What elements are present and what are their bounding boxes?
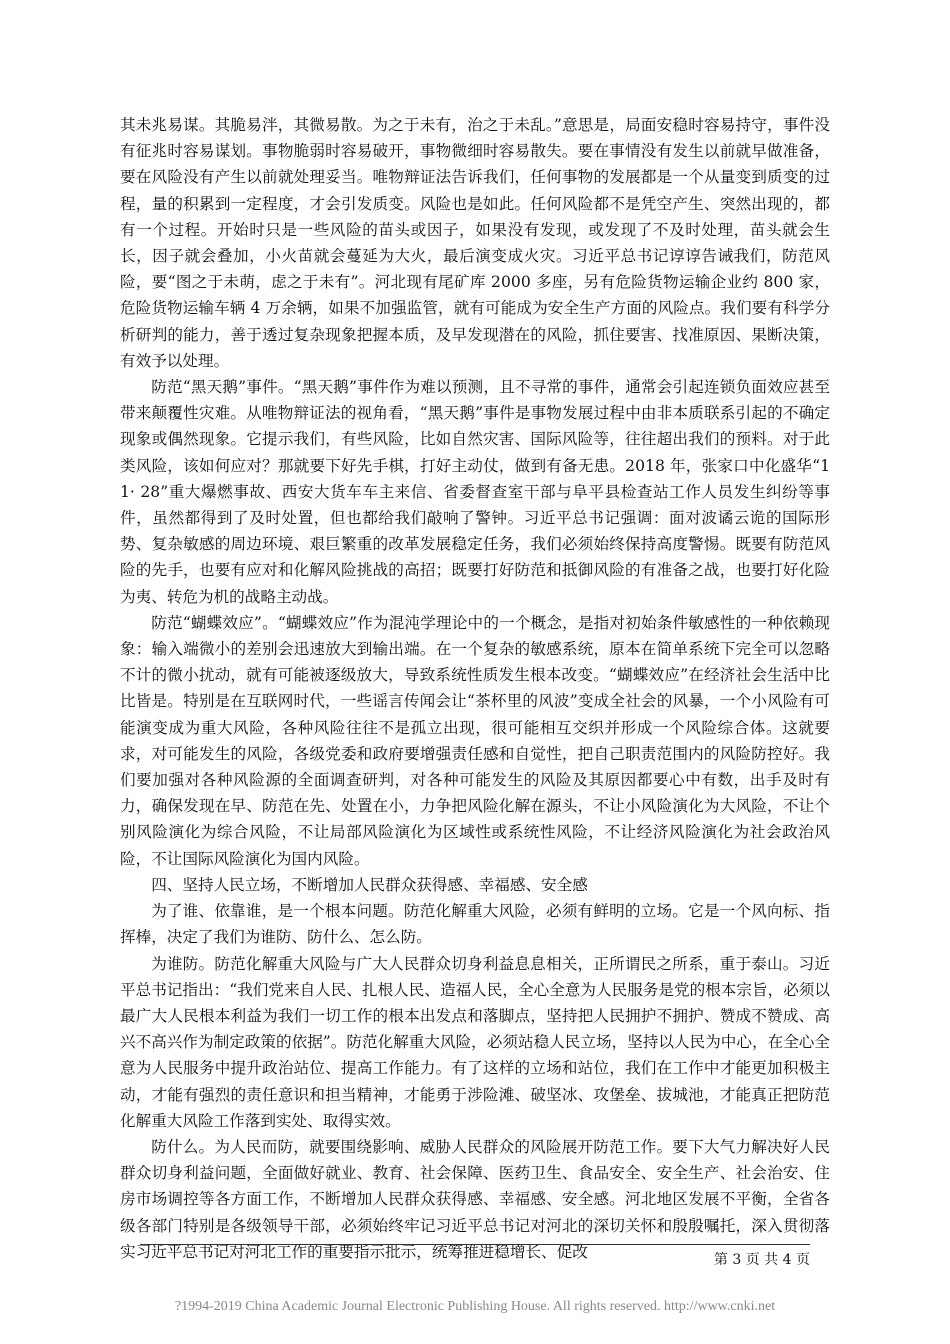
- paragraph-7: 防什么。为人民而防，就要围绕影响、威胁人民群众的风险展开防范工作。要下大气力解决好人民群众切身利益问题，全面做好就业、教育、社会保障、医药卫生、食品安全、安全生产、社会治安、住房市场调控等各方面工作，不断增加人民群众获得感、幸福感、安全感。河北地区发展不平衡，全省各级各部门特别是各级领导干部，必须始终牢记习近平总书记对河北的深切关怀和殷殷嘱托，深入贯彻落实习近平总书记对河北工作的重要指示批示，统筹推进稳增长、促改: [120, 1137, 830, 1261]
- paragraph-2: 防范“黑天鹅”事件。“黑天鹅”事件作为难以预测，且不寻常的事件，通常会引起连锁负面效应甚至带来颠覆性灾难。从唯物辩证法的视角看，“黑天鹅”事件是事物发展过程中由非本质联系引起的不确定现象或偶然现象。它提示我们，有些风险，比如自然灾害、国际风险等，往往超出我们的预料。对于此类风险，该如何应对？那就要下好先手棋，打好主动仗，做到有备无患。2018 年，张家口中化盛华“11· 28”重大爆燃事故、西安大货车车主来信、省委督查室干部与阜平县检查站工作人员发生纠纷等事件，虽然都得到了及时处置，但也都给我们敲响了警钟。习近平总书记强调：面对波谲云诡的国际形势、复杂敏感的周边环境、艰巨繁重的改革发展稳定任务，我们必须始终保持高度警惕。既要有防范风险的先手，也要有应对和化解风险挑战的高招；既要打好防范和抵御风险的有准备之战，也要打好化险为夷、转危为机的战略主动战。: [120, 378, 830, 606]
- copyright-notice: ?1994-2019 China Academic Journal Electronic Publishing House. All rights reserved. http://www.cnki.net: [174, 1299, 776, 1314]
- paragraph-6: 为谁防。防范化解重大风险与广大人民群众切身利益息息相关，正所谓民之所系，重于泰山。习近平总书记指出：“我们党来自人民、扎根人民、造福人民，全心全意为人民服务是党的根本宗旨，必须以最广大人民根本利益为我们一切工作的根本出发点和落脚点，坚持把人民拥护不拥护、赞成不赞成、高兴不高兴作为制定政策的依据”。防范化解重大风险，必须站稳人民立场，坚持以人民为中心，在全心全意为人民服务中提升政治站位、提高工作能力。有了这样的立场和站位，我们在工作中才能更加积极主动，才能有强烈的责任意识和担当精神，才能勇于涉险滩、破坚冰、攻堡垒、拔城池，才能真正把防范化解重大风险工作落到实处、取得实效。: [120, 954, 830, 1130]
- section-heading: 四、坚持人民立场，不断增加人民群众获得感、幸福感、安全感: [151, 875, 588, 894]
- page-body: [120, 112, 830, 1265]
- paragraph-3: 防范“蝴蝶效应”。“蝴蝶效应”作为混沌学理论中的一个概念，是指对初始条件敏感性的一种依赖现象：输入端微小的差别会迅速放大到输出端。在一个复杂的敏感系统，原本在简单系统下完全可以忽略不计的微小扰动，就有可能被逐级放大，导致系统性质发生根本改变。“蝴蝶效应”在经济社会生活中比比皆是。特别是在互联网时代，一些谣言传闻会让“茶杯里的风波”变成全社会的风暴，一个小风险有可能演变成为重大风险，各种风险往往不是孤立出现，很可能相互交织并形成一个风险综合体。这就要求，对可能发生的风险，各级党委和政府要增强责任感和自觉性，把自己职责范围内的风险防控好。我们要加强对各种风险源的全面调查研判，对各种可能发生的风险及其原因都要心中有数，出手及时有力，确保发现在早、防范在先、处置在小，力争把风险化解在源头，不让小风险演化为大风险，不让个别风险演化为综合风险，不让局部风险演化为区域性或系统性风险，不让经济风险演化为社会政治风险，不让国际风险演化为国内风险。: [120, 613, 830, 868]
- page-number: 第 3 页 共 4 页: [713, 1252, 810, 1268]
- paragraph-1: 其未兆易谋。其脆易泮，其微易散。为之于未有，治之于未乱。”意思是，局面安稳时容易持守，事件没有征兆时容易谋划。事物脆弱时容易破开，事物微细时容易散失。要在事情没有发生以前就早做准备，要在风险没有产生以前就处理妥当。唯物辩证法告诉我们，任何事物的发展都是一个从量变到质变的过程，量的积累到一定程度，才会引发质变。风险也是如此。任何风险都不是凭空产生、突然出现的，都有一个过程。开始时只是一些风险的苗头或因子，如果没有发现，或发现了不及时处理，苗头就会生长，因子就会叠加，小火苗就会蔓延为大火，最后演变成火灾。习近平总书记谆谆告诫我们，防范风险，要“图之于未萌，虑之于未有”。河北现有尾矿库 2000 多座，另有危险货物运输企业约 800 家，危险货物运输车辆 4 万余辆，如果不加强监管，就有可能成为安全生产方面的风险点。我们要有科学分析研判的能力，善于透过复杂现象把握本质，及早发现潜在的风险，抓住要害、找准原因、果断决策，有效予以处理。: [120, 116, 830, 370]
- paragraph-5: 为了谁、依靠谁，是一个根本问题。防范化解重大风险，必须有鲜明的立场。它是一个风向标、指挥棒，决定了我们为谁防、防什么、怎么防。: [120, 902, 830, 947]
- footer-rule: [140, 1244, 810, 1245]
